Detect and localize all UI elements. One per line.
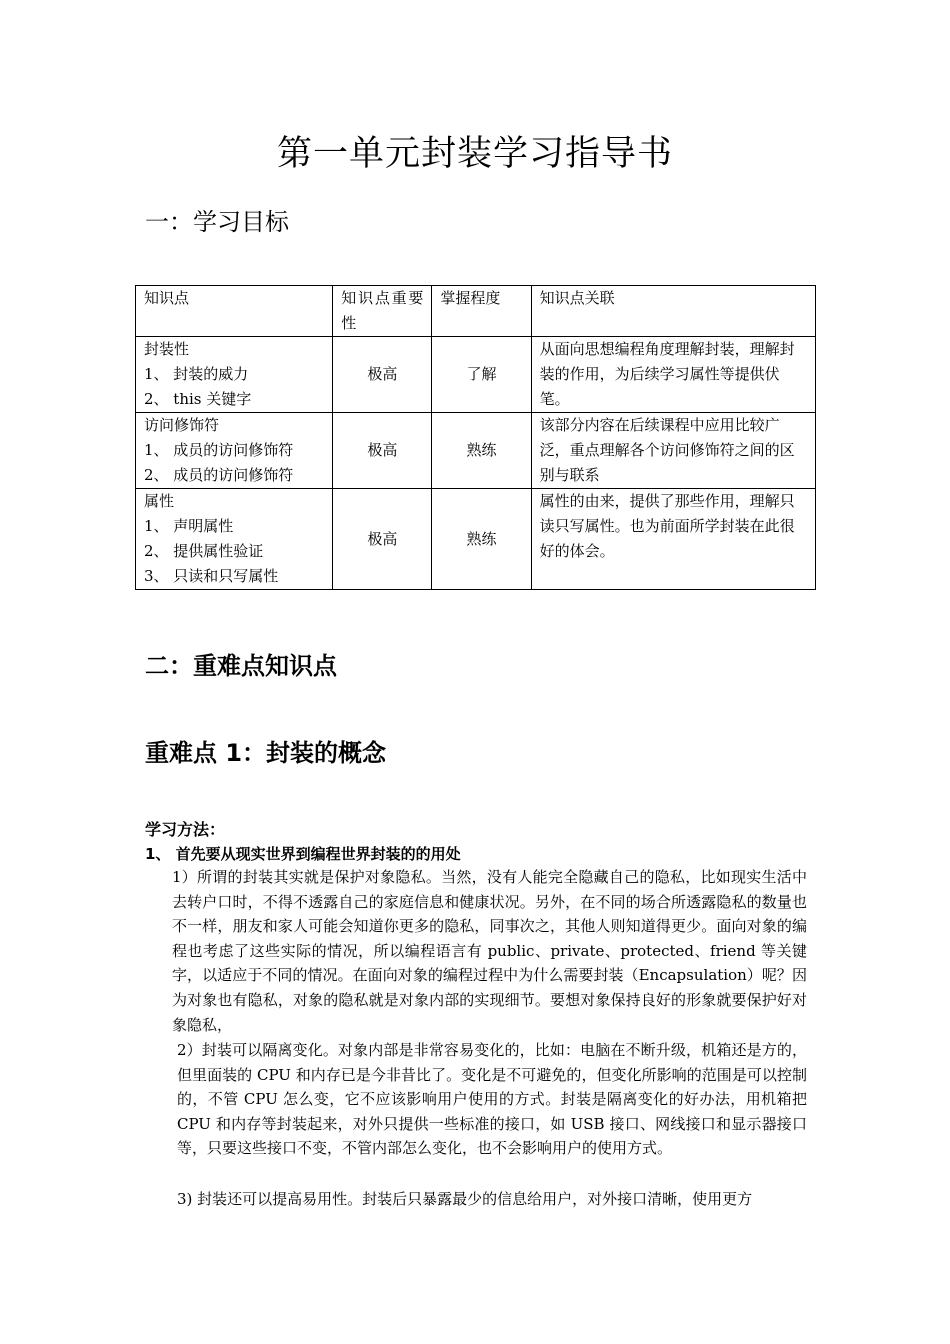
topic-subitem: 2、 成员的访问修饰符 xyxy=(144,466,294,484)
paragraph-usability: 3) 封装还可以提高易用性。封装后只暴露最少的信息给用户，对外接口清晰，使用更方 xyxy=(177,1190,753,1208)
keypoint-heading: 重难点 1：封装的概念 xyxy=(145,739,387,767)
paragraph-privacy: 1）所谓的封装其实就是保护对象隐私。当然，没有人能完全隐藏自己的隐私，比如现实生活中去转户口时，不得不透露自己的家庭信息和健康状况。另外，在不同的场合所透露隐私的数量也不一样，朋友和家人可能会知道你更多的隐私，同事次之，其他人则知道得更少。面向对象的编程也考虑了这些实际的情况，所以编程语言有 public、private、protected、friend 等关键字，以适应于不同的情况。在面向对象的编程过程中为什么需要封装（Encapsulation）呢？因为对象也有隐私，对象的隐私就是对象内部的实现细节。要想对象保持良好的形象就要保护好对象隐私， xyxy=(172,868,807,1034)
table-row xyxy=(136,413,816,489)
topic-subitem: 3、 只读和只写属性 xyxy=(144,567,279,585)
table-row xyxy=(136,489,816,590)
importance-cell: 极高 xyxy=(333,489,432,590)
method-item-1: 1、 首先要从现实世界到编程世界封装的的用处 xyxy=(145,845,461,863)
topic-subitem: 1、 封装的威力 xyxy=(144,365,249,383)
relation-cell: 该部分内容在后续课程中应用比较广泛，重点理解各个访问修饰符之间的区别与联系 xyxy=(531,413,815,489)
section-heading-goals: 一：学习目标 xyxy=(145,208,289,236)
header-importance: 知识点重要性 xyxy=(333,286,432,337)
header-relation: 知识点关联 xyxy=(531,286,815,337)
topic-subitem: 1、 成员的访问修饰符 xyxy=(144,441,294,459)
topic-cell xyxy=(136,413,333,489)
header-topic: 知识点 xyxy=(136,286,333,337)
topic-title: 属性 xyxy=(144,492,175,510)
relation-cell: 从面向思想编程角度理解封装，理解封装的作用，为后续学习属性等提供伏笔。 xyxy=(531,337,815,413)
topic-title: 访问修饰符 xyxy=(144,416,220,434)
relation-cell: 属性的由来，提供了那些作用，理解只读只写属性。也为前面所学封装在此很好的体会。 xyxy=(531,489,815,590)
table-header-row xyxy=(136,286,816,337)
mastery-cell: 熟练 xyxy=(432,489,531,590)
topic-cell xyxy=(136,489,333,590)
importance-cell: 极高 xyxy=(333,413,432,489)
topic-subitem: 1、 声明属性 xyxy=(144,517,234,535)
document-title: 第一单元封装学习指导书 xyxy=(276,134,673,174)
goals-table xyxy=(135,285,816,590)
mastery-cell: 了解 xyxy=(432,337,531,413)
topic-title: 封装性 xyxy=(144,340,190,358)
paragraph-isolation: 2）封装可以隔离变化。对象内部是非常容易变化的，比如：电脑在不断升级，机箱还是方的，但里面装的 CPU 和内存已是今非昔比了。变化是不可避免的，但变化所影响的范围是可以控制的，不管 CPU 怎么变，它不应该影响用户使用的方式。封装是隔离变化的好办法，用机箱把 CPU 和内存等封装起来，对外只提供一些标准的接口，如 USB 接口、网线接口和显示器接口等，只要这些接口不变，不管内部怎么变化，也不会影响用户的使用方式。 xyxy=(177,1041,807,1158)
importance-cell: 极高 xyxy=(333,337,432,413)
topic-subitem: 2、 this 关键字 xyxy=(144,390,252,408)
method-label: 学习方法： xyxy=(145,820,226,839)
header-mastery: 掌握程度 xyxy=(432,286,531,337)
topic-subitem: 2、 提供属性验证 xyxy=(144,542,264,560)
topic-cell xyxy=(136,337,333,413)
mastery-cell: 熟练 xyxy=(432,413,531,489)
table-row xyxy=(136,337,816,413)
section-heading-keypoints: 二：重难点知识点 xyxy=(145,652,337,680)
